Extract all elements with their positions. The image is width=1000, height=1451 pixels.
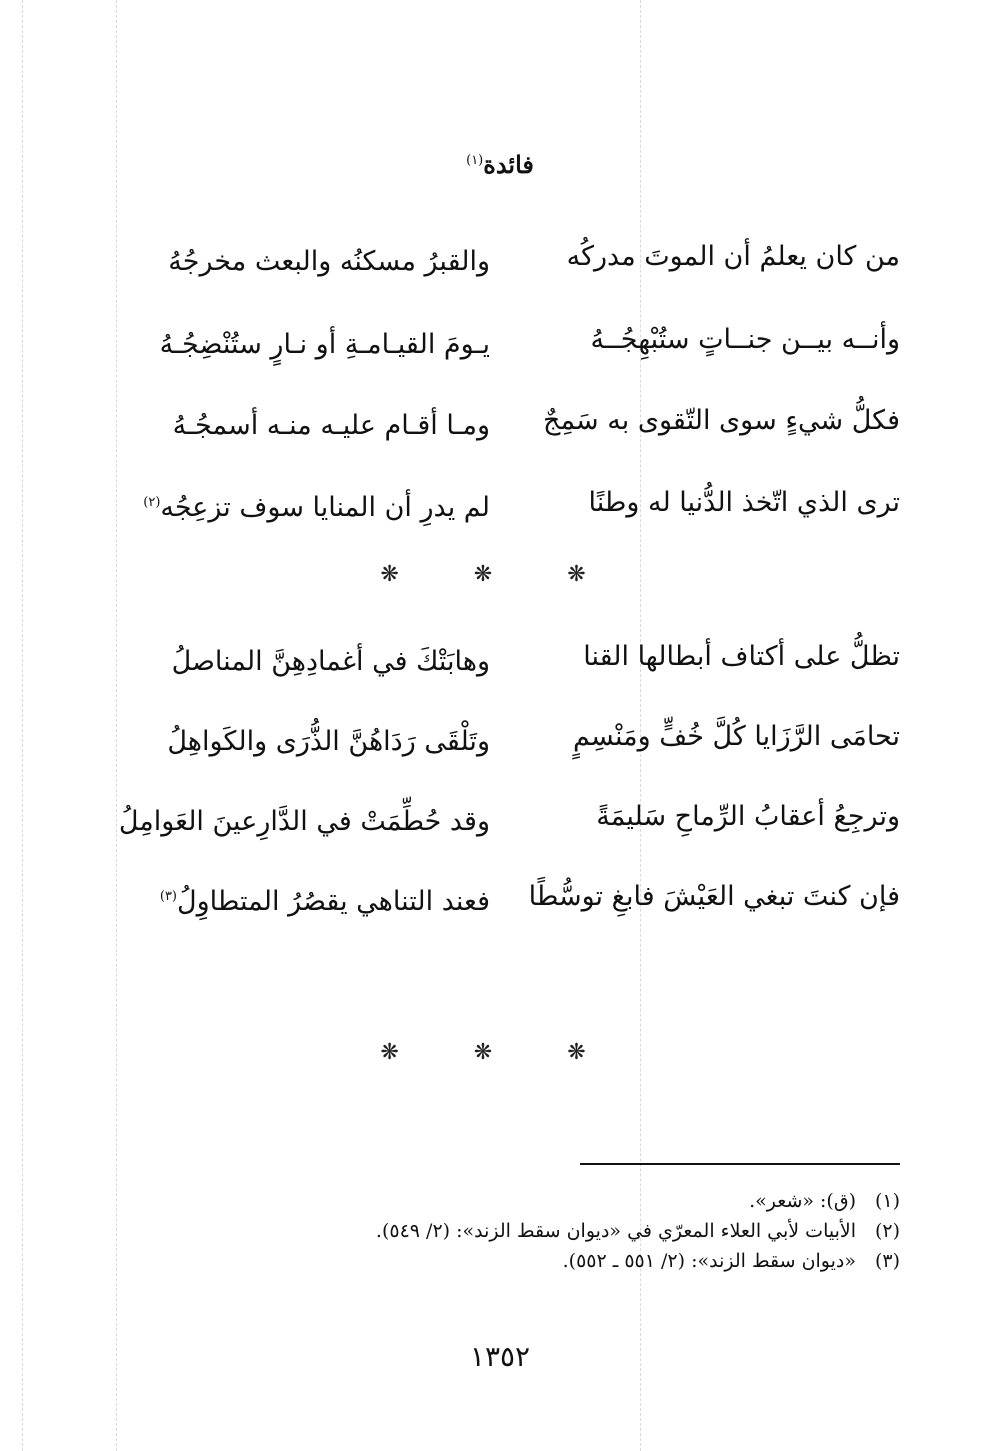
hemistich-text: والقبرُ مسكنُه والبعث مخرجُهُ xyxy=(168,246,490,277)
verse-line xyxy=(105,315,900,365)
verse-line xyxy=(105,872,900,922)
second-hemistich xyxy=(105,792,490,847)
footnote xyxy=(100,1216,900,1246)
second-hemistich xyxy=(105,632,490,687)
footnote-number: (٢) xyxy=(874,1220,900,1242)
first-hemistich: فكلُّ شيءٍ سوى التّقوى به سَمِجٌ xyxy=(543,405,900,436)
hemistich-text: وقد حُطِّمَتْ في الدَّارِعينَ العَوامِلُ xyxy=(118,806,490,837)
first-hemistich: وأنــه بيــن جنــاتٍ ستُبْهِجُــهُ xyxy=(590,324,900,355)
footnote xyxy=(100,1246,900,1276)
hemistich-text: فعند التناهي يقصُرُ المتطاوِلُ xyxy=(177,886,490,917)
footnote xyxy=(100,1186,900,1216)
verse-line xyxy=(105,632,900,682)
footnote-ref: (١) xyxy=(466,153,484,168)
first-hemistich: تحامَى الرَّزَايا كُلَّ خُفٍّ ومَنْسِمٍ xyxy=(572,721,900,752)
scan-line xyxy=(22,0,23,1451)
footnote-ref: (٣) xyxy=(159,889,177,904)
section-title-text: فائدة xyxy=(483,150,534,179)
second-hemistich xyxy=(105,478,490,533)
second-hemistich xyxy=(105,315,490,370)
verse-line xyxy=(105,478,900,528)
footnote-number: (٣) xyxy=(874,1250,900,1272)
first-hemistich: فإن كنتَ تبغي العَيْشَ فابغِ توسُّطًا xyxy=(528,881,900,912)
footnote-ref: (٢) xyxy=(143,495,161,510)
footnote-text: الأبيات لأبي العلاء المعرّي في «ديوان سقط الزند»: (٢/ ٥٤٩). xyxy=(375,1220,856,1242)
page-number: ١٣٥٢ xyxy=(469,1340,531,1373)
section-separator: ❋ ❋ ❋ xyxy=(380,1040,620,1065)
section-title xyxy=(0,150,1000,179)
verse-line xyxy=(105,712,900,762)
hemistich-text: يـومَ القيـامـةِ أو نـارٍ ستُنْضِجُـهُ xyxy=(159,329,490,360)
footnote-text: (ق): «شعر». xyxy=(749,1190,856,1212)
first-hemistich: تظلُّ على أكتاف أبطالها القنا xyxy=(583,641,900,672)
second-hemistich xyxy=(105,872,490,927)
hemistich-text: وهابَتْكَ في أغمادِهِنَّ المناصلُ xyxy=(171,646,490,677)
verse-line xyxy=(105,232,900,282)
footnote-divider xyxy=(580,1163,900,1165)
second-hemistich xyxy=(105,396,490,451)
second-hemistich xyxy=(105,712,490,767)
verse-line xyxy=(105,792,900,842)
footnote-text: «ديوان سقط الزند»: (٢/ ٥٥١ ـ ٥٥٢). xyxy=(562,1250,856,1272)
hemistich-text: ومـا أقـام عليـه منـه أسمجُـهُ xyxy=(172,410,490,441)
footnotes xyxy=(100,1186,900,1276)
first-hemistich: ترى الذي اتّخذ الدُّنيا له وطنًا xyxy=(588,487,900,518)
verse-line xyxy=(105,396,900,446)
hemistich-text: وتَلْقَى رَدَاهُنَّ الذُّرَى والكَواهِلُ xyxy=(167,726,490,757)
section-separator: ❋ ❋ ❋ xyxy=(380,562,620,587)
first-hemistich: وترجِعُ أعقابُ الرِّماحِ سَليمَةً xyxy=(596,801,900,832)
hemistich-text: لم يدرِ أن المنايا سوف تزعِجُه xyxy=(160,492,490,523)
first-hemistich: من كان يعلمُ أن الموتَ مدركُه xyxy=(566,241,900,272)
footnote-number: (١) xyxy=(874,1190,900,1212)
second-hemistich xyxy=(105,232,490,287)
